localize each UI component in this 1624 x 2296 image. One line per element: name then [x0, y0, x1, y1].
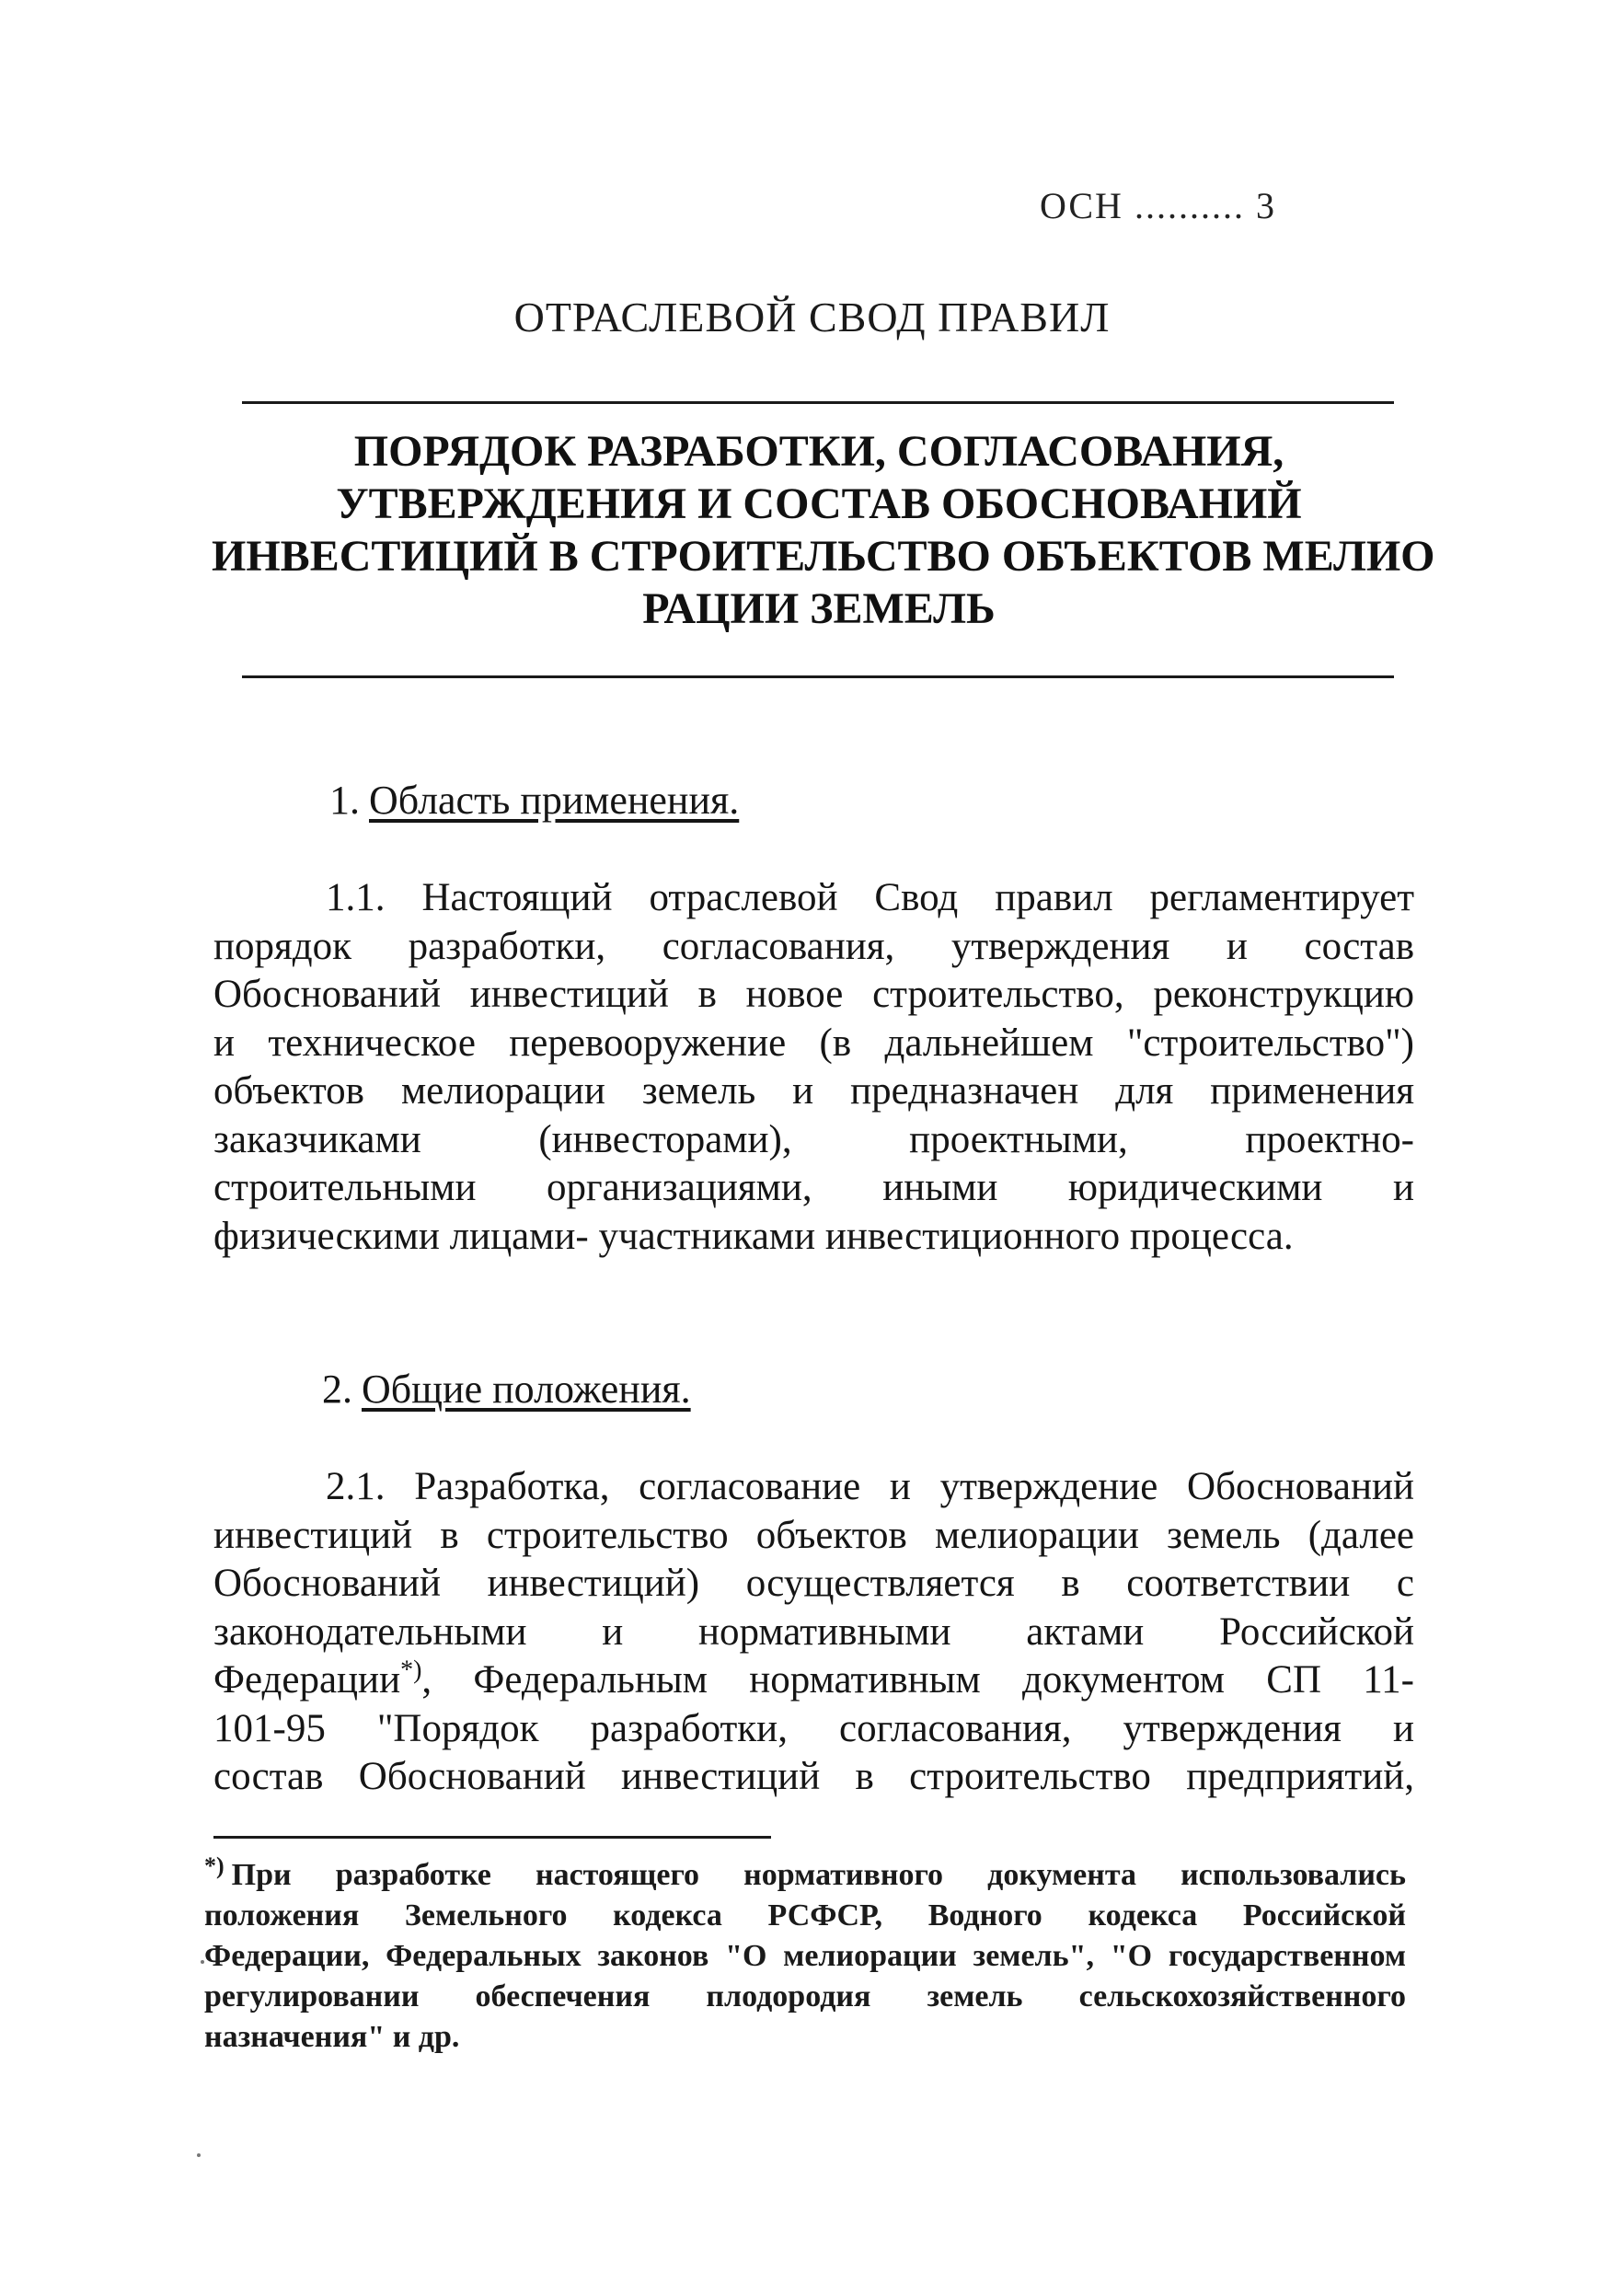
footnote-separator [213, 1836, 771, 1839]
paragraph-line: законодательными и нормативными актами Российской [213, 1610, 1414, 1654]
paragraph-line: 2.1. Разработка, согласование и утверждение Обоснований [326, 1465, 1414, 1508]
footnote-line: Федерации, Федеральных законов "О мелиорации земель", "О государственном [204, 1939, 1406, 1973]
paragraph-line: состав Обоснований инвестиций в строительство предприятий, [213, 1755, 1414, 1798]
footnote-mark: *) [204, 1852, 225, 1879]
paragraph-line-with-footnote [213, 1656, 1414, 1705]
paragraph-text: Федерации [213, 1658, 401, 1702]
document-code-header: ОСН .......... 3 [1040, 185, 1276, 226]
paragraph-line: физическими лицами- участниками инвестиционного процесса. [213, 1214, 1294, 1258]
title-line: ИНВЕСТИЦИЙ В СТРОИТЕЛЬСТВО ОБЪЕКТОВ МЕЛИО [212, 532, 1435, 581]
paragraph-2-1 [213, 1463, 1414, 1802]
paragraph-line: 101-95 "Порядок разработки, согласования, утверждения и [213, 1706, 1414, 1750]
footnote-line: назначения" и др. [204, 2020, 460, 2054]
paragraph-line: строительными организациями, иными юридическими и [213, 1166, 1414, 1209]
paragraph-line: объектов мелиорации земель и предназначен для применения [213, 1069, 1414, 1113]
paragraph-line: порядок разработки, согласования, утверждения и состав [213, 924, 1414, 968]
paragraph-line: и техническое перевооружение (в дальнейшем "строительство") [213, 1021, 1414, 1065]
section-number: 1. [329, 778, 360, 823]
title-divider-top [242, 401, 1394, 404]
footnote-line [204, 1852, 1406, 1896]
section-heading-general [322, 1366, 691, 1413]
paragraph-text: , Федеральным нормативным документом СП 11- [421, 1658, 1414, 1702]
title-line: ПОРЯДОК РАЗРАБОТКИ, СОГЛАСОВАНИЯ, [353, 427, 1284, 476]
scan-speck [201, 1960, 204, 1964]
paragraph-line: 1.1. Настоящий отраслевой Свод правил регламентирует [326, 876, 1414, 919]
title-line: РАЦИИ ЗЕМЕЛЬ [642, 584, 996, 633]
paragraph-line: Обоснований инвестиций в новое строительство, реконструкцию [213, 973, 1414, 1016]
footnote-reference[interactable]: *) [400, 1656, 422, 1685]
section-title: Область применения. [369, 778, 740, 823]
footnote-line: регулировании обеспечения плодородия земель сельскохозяйственного [204, 1979, 1406, 2013]
section-title: Общие положения. [362, 1367, 691, 1412]
scan-speck [197, 2153, 201, 2157]
paragraph-line: инвестиций в строительство объектов мелиорации земель (далее [213, 1513, 1414, 1557]
paragraph-line: Обоснований инвестиций) осуществляется в соответствии с [213, 1562, 1414, 1605]
paragraph-line: заказчиками (инвесторами), проектными, проектно- [213, 1117, 1414, 1161]
section-number: 2. [322, 1367, 352, 1412]
footnote-text: При разработке настоящего нормативного документа использовались [231, 1858, 1406, 1892]
footnote-line: положения Земельного кодекса РСФСР, Водного кодекса Российской [204, 1898, 1406, 1933]
document-title [212, 425, 1435, 635]
footnote [204, 1852, 1406, 2058]
paragraph-1-1 [213, 874, 1414, 1261]
title-line: УТВЕРЖДЕНИЯ И СОСТАВ ОБОСНОВАНИЙ [336, 479, 1302, 528]
title-divider-bottom [242, 675, 1394, 678]
section-heading-scope [329, 777, 739, 824]
document-type-heading: ОТРАСЛЕВОЙ СВОД ПРАВИЛ [513, 294, 1111, 340]
